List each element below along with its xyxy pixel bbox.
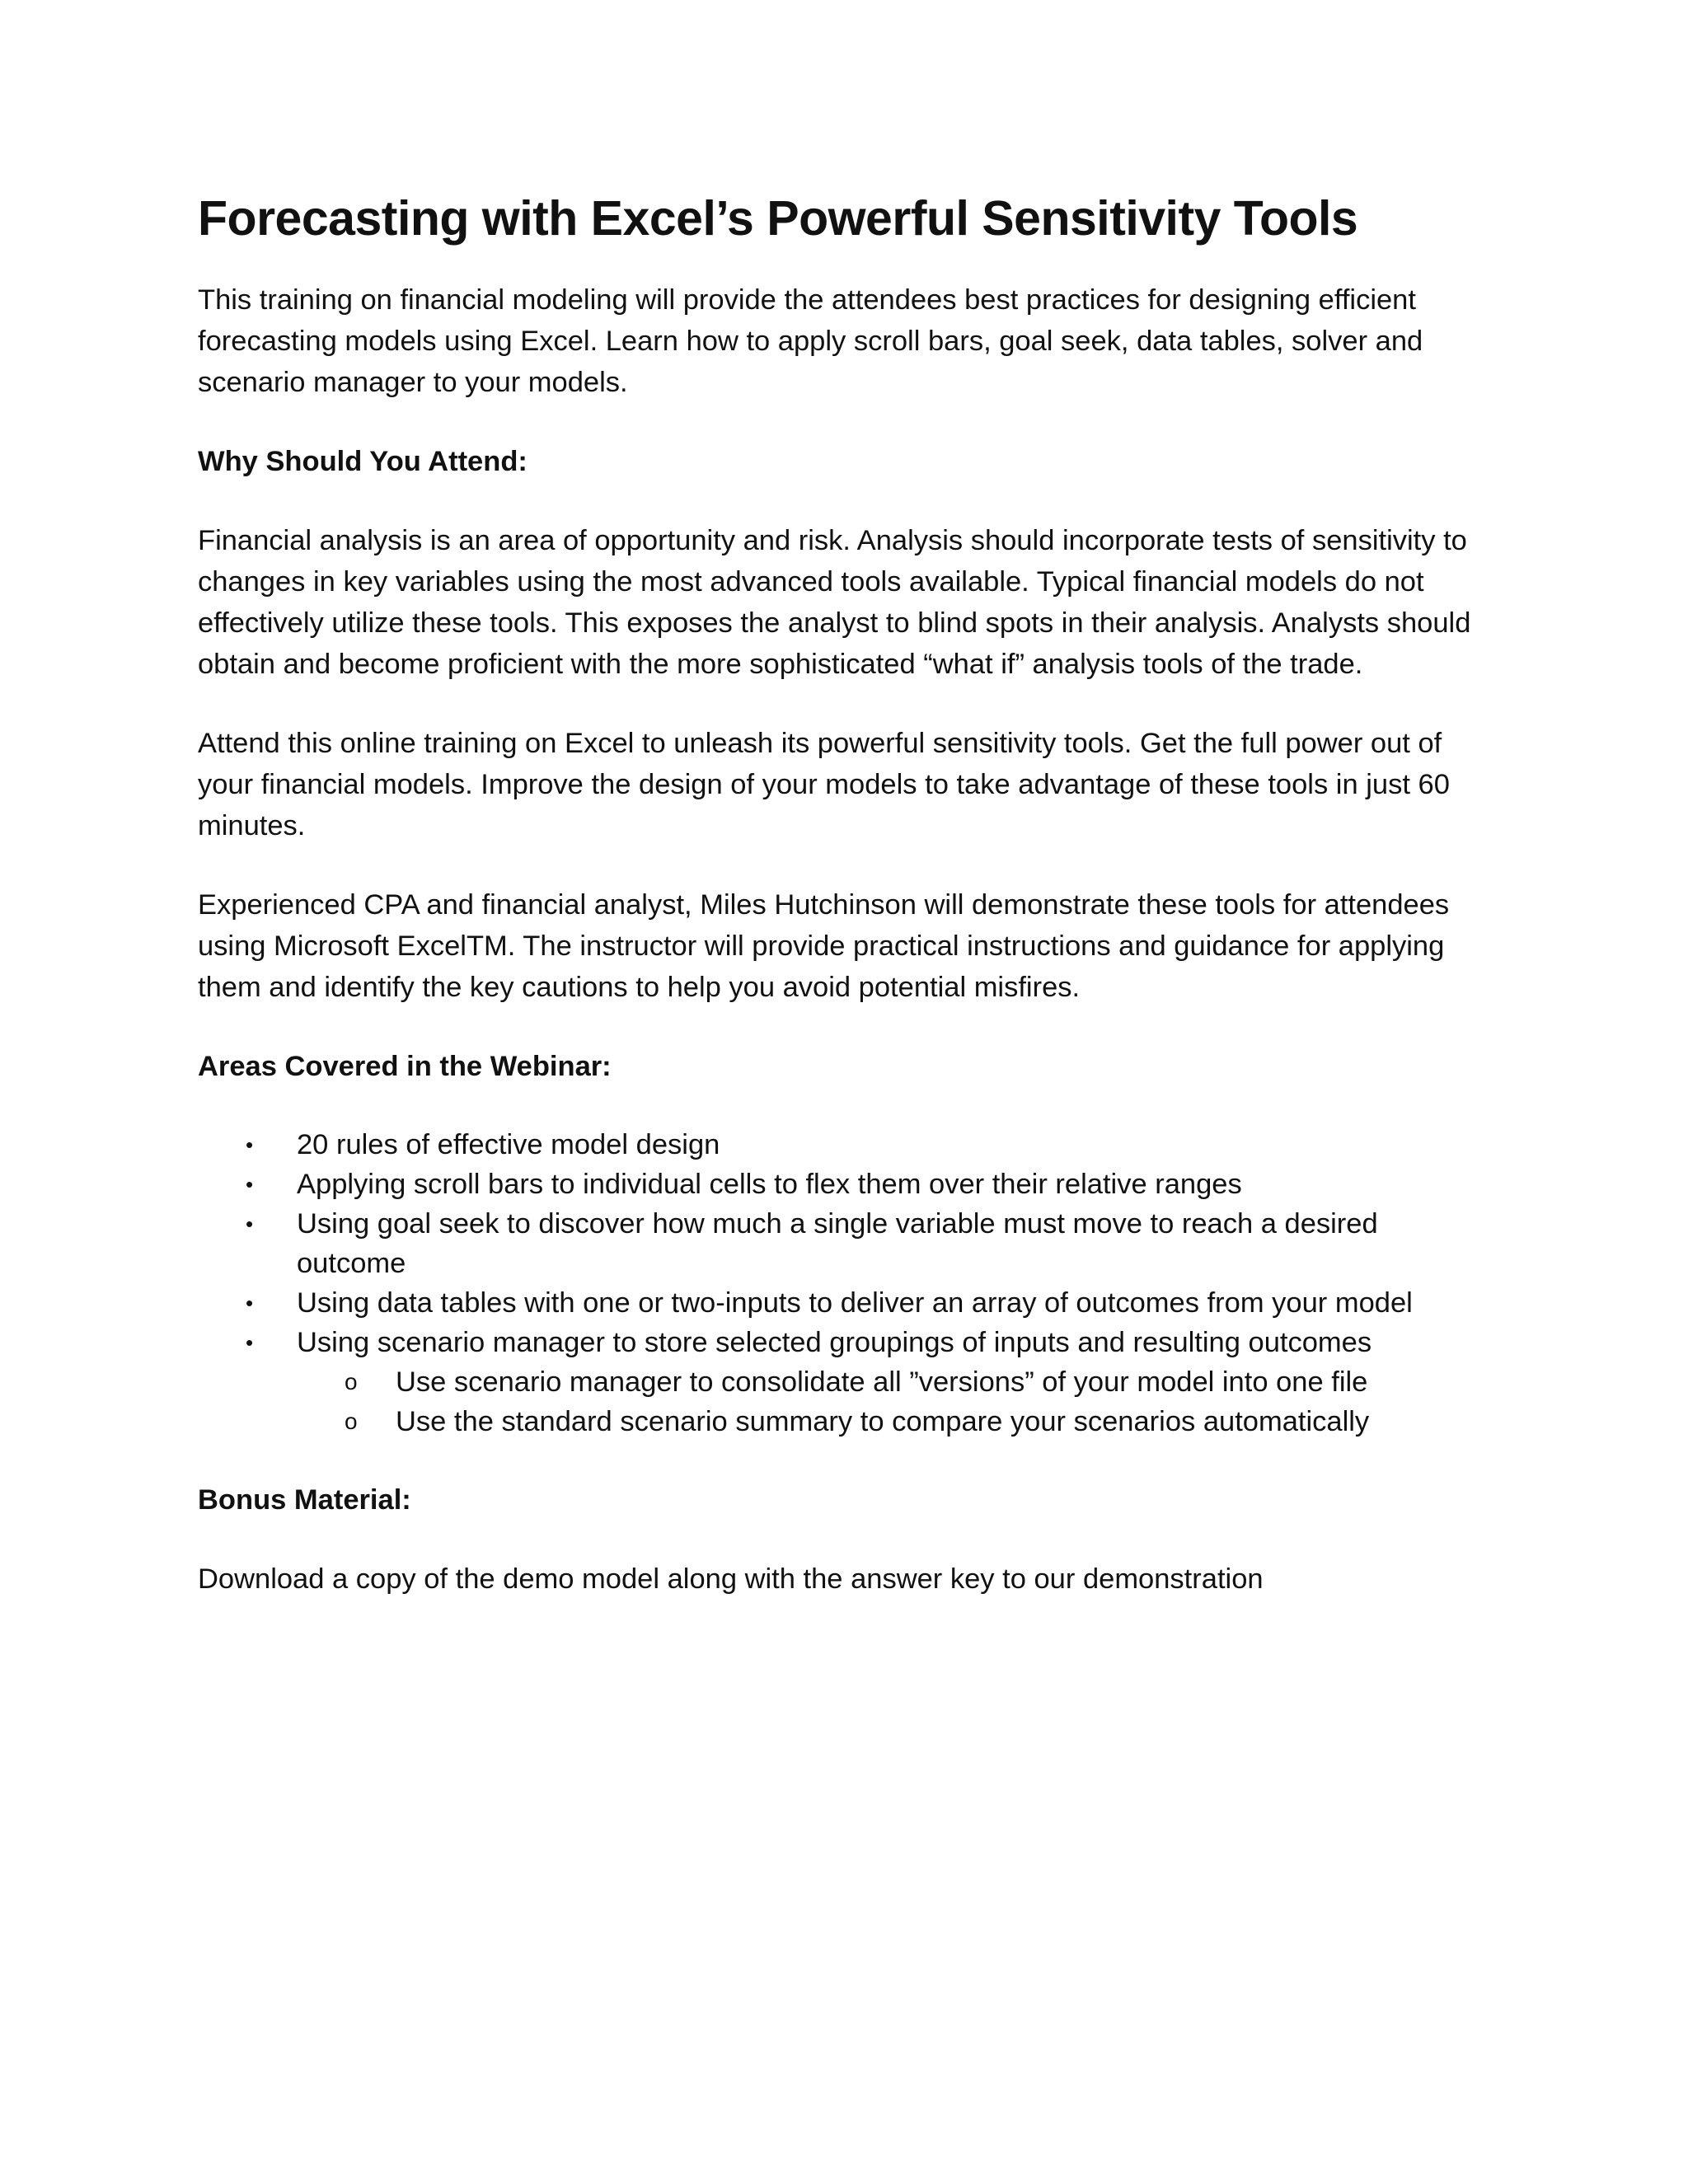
- areas-covered-heading: Areas Covered in the Webinar:: [198, 1050, 612, 1082]
- sub-bullet-icon: o: [345, 1408, 358, 1434]
- list-item: [198, 1283, 1492, 1323]
- why-paragraph-2: Attend this online training on Excel to unleash its powerful sensitivity tools. Get the full power out of your financial models. Improve the design of your models to take advantage of these tools in just 60 minutes.: [198, 727, 1450, 841]
- areas-list: [198, 1125, 1492, 1441]
- intro-paragraph: This training on financial modeling will provide the attendees best practices for designing efficient forecasting models using Excel. Learn how to apply scroll bars, goal seek, data tables, solver and scenario manager to your models.: [198, 284, 1423, 398]
- list-item-text: 20 rules of effective model design: [297, 1128, 720, 1160]
- sub-list-item: [297, 1362, 1492, 1402]
- bullet-icon: •: [246, 1132, 254, 1157]
- list-item: [198, 1165, 1492, 1204]
- bullet-icon: •: [246, 1290, 254, 1315]
- list-item-text: Using scenario manager to store selected groupings of inputs and resulting outcomes: [297, 1326, 1372, 1358]
- bullet-icon: •: [246, 1211, 254, 1236]
- bonus-text: Download a copy of the demo model along with the answer key to our demonstration: [198, 1563, 1264, 1595]
- bonus-material-heading: Bonus Material:: [198, 1483, 411, 1516]
- list-item-text: Applying scroll bars to individual cells to flex them over their relative ranges: [297, 1168, 1242, 1200]
- why-attend-heading: Why Should You Attend:: [198, 445, 528, 477]
- document-title: Forecasting with Excel’s Powerful Sensitivity Tools: [198, 191, 1358, 246]
- sub-areas-list: [297, 1362, 1492, 1441]
- list-item-text: Using goal seek to discover how much a single variable must move to reach a desired outcome: [297, 1207, 1378, 1279]
- sub-list-item: [297, 1402, 1492, 1441]
- list-item: [198, 1323, 1492, 1441]
- sub-bullet-icon: o: [345, 1368, 358, 1394]
- document-page: [198, 190, 1492, 1638]
- list-item-text: Using data tables with one or two-inputs to deliver an array of outcomes from your model: [297, 1286, 1413, 1319]
- sub-list-item-text: Use the standard scenario summary to compare your scenarios automatically: [396, 1405, 1370, 1437]
- bullet-icon: •: [246, 1171, 254, 1197]
- why-paragraph-1: Financial analysis is an area of opportunity and risk. Analysis should incorporate tests of sensitivity to changes in key variables using the most advanced tools available. Typical financial models do not effectively utilize these tools. This exposes the analyst to blind spots in their analysis. Analysts should obtain and become proficient with the more sophisticated “what if” analysis tools of the trade.: [198, 524, 1471, 680]
- list-item: [198, 1125, 1492, 1165]
- list-item: [198, 1204, 1492, 1283]
- why-paragraph-3: Experienced CPA and financial analyst, Miles Hutchinson will demonstrate these tools for attendees using Microsoft ExcelTM. The instructor will provide practical instructions and guidance for applying them and identify the key cautions to help you avoid potential misfires.: [198, 888, 1450, 1003]
- bullet-icon: •: [246, 1329, 254, 1355]
- sub-list-item-text: Use scenario manager to consolidate all ”versions” of your model into one file: [396, 1366, 1368, 1398]
